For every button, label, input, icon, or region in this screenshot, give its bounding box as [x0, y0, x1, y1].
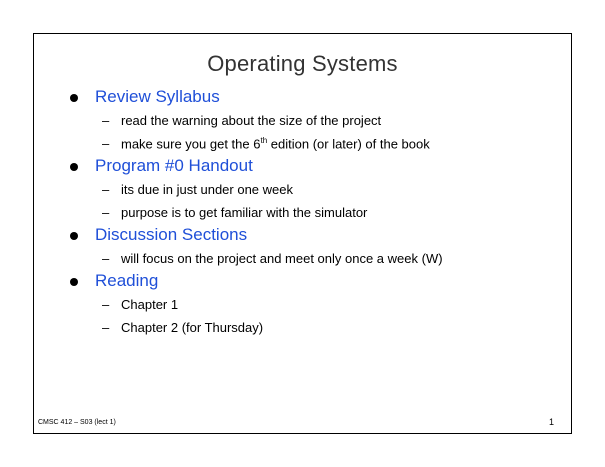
- sub-item-text: read the warning about the size of the project: [121, 113, 382, 128]
- sub-item-text: Chapter 2 (for Thursday): [121, 320, 264, 335]
- bullet-dot-icon: [70, 163, 78, 171]
- sub-item-text: [121, 136, 430, 151]
- sub-text-pre: make sure you get the 6: [121, 136, 261, 152]
- dash-icon: –: [102, 320, 110, 335]
- sub-item-text: its due in just under one week: [121, 182, 293, 197]
- dash-icon: –: [102, 205, 110, 220]
- dash-icon: –: [102, 297, 110, 312]
- sub-item: [66, 178, 566, 201]
- sub-list: [66, 109, 566, 155]
- sub-item: [66, 132, 566, 155]
- bullet-label: Discussion Sections: [95, 225, 248, 244]
- dash-icon: –: [102, 251, 110, 266]
- slide-title: Operating Systems: [207, 51, 398, 76]
- sub-item: [66, 247, 566, 270]
- bullet-list: [66, 86, 566, 339]
- sub-text-post: edition (or later) of the book: [267, 136, 430, 152]
- sub-list: [66, 178, 566, 224]
- bullet-dot-icon: [70, 278, 78, 286]
- sub-list: [66, 247, 566, 270]
- sub-item-text: Chapter 1: [121, 297, 179, 312]
- sub-text-superscript: th: [260, 136, 268, 145]
- sub-item: [66, 109, 566, 132]
- bullet-reading: [66, 271, 566, 293]
- sub-item-text: purpose is to get familiar with the simulator: [121, 205, 368, 220]
- dash-icon: –: [102, 182, 110, 197]
- sub-item: [66, 201, 566, 224]
- sub-item-text: will focus on the project and meet only once a week (W): [121, 251, 443, 266]
- dash-icon: –: [102, 113, 110, 128]
- dash-icon: –: [102, 136, 110, 151]
- footer-course-label: CMSC 412 – S03 (lect 1): [38, 419, 116, 426]
- bullet-label: Program #0 Handout: [95, 156, 253, 175]
- bullet-label: Review Syllabus: [95, 87, 220, 106]
- bullet-label: Reading: [95, 271, 159, 290]
- sub-item: [66, 316, 566, 339]
- sub-item: [66, 293, 566, 316]
- sub-list: [66, 293, 566, 339]
- bullet-discussion-sections: [66, 225, 566, 247]
- bullet-review-syllabus: [66, 87, 566, 109]
- bullet-dot-icon: [70, 232, 78, 240]
- bullet-dot-icon: [70, 94, 78, 102]
- page-number: 1: [549, 417, 555, 427]
- bullet-program-0-handout: [66, 156, 566, 178]
